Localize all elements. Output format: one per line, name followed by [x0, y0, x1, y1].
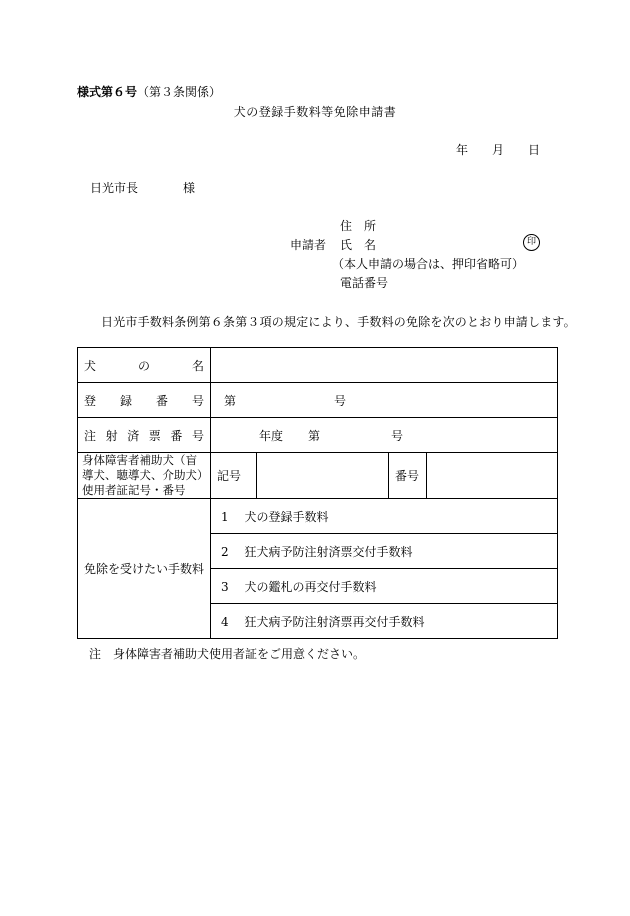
- address-label: 住 所: [340, 219, 377, 233]
- label-char: 票: [148, 428, 161, 443]
- exemption-text: 狂犬病予防注射済票交付手数料: [244, 544, 413, 559]
- exemption-row: [78, 499, 558, 534]
- exemption-text: 狂犬病予防注射済票再交付手数料: [244, 614, 425, 629]
- date-year[interactable]: 年: [456, 143, 469, 157]
- registration-dai: 第: [224, 394, 237, 408]
- exemption-label: 免除を受けたい手数料: [78, 499, 211, 639]
- exemption-num: 2: [221, 544, 229, 559]
- certificate-go: 号: [391, 429, 404, 443]
- certificate-label: [78, 418, 211, 453]
- form-number: [77, 83, 221, 100]
- certificate-number-field[interactable]: [211, 418, 558, 453]
- assistance-dog-label: 身体障害者補助犬（盲導犬、聴導犬、介助犬）使用者証記号・番号: [78, 453, 211, 499]
- phone-label: 電話番号: [340, 276, 389, 290]
- dog-name-field[interactable]: [211, 348, 558, 383]
- registration-go: 号: [334, 394, 347, 408]
- label-char: 号: [191, 428, 204, 443]
- assistance-dog-row: [78, 453, 558, 499]
- registration-number-field[interactable]: [211, 383, 558, 418]
- label-char: 録: [119, 393, 132, 408]
- label-char: の: [137, 358, 150, 373]
- application-statement: 日光市手数料条例第６条第３項の規定により、手数料の免除を次のとおり申請します。: [101, 315, 576, 329]
- date-month[interactable]: 月: [492, 143, 505, 157]
- bango-label: 番号: [389, 453, 427, 499]
- exemption-option-3[interactable]: [211, 569, 558, 604]
- label-char: 射: [105, 428, 118, 443]
- kigo-field[interactable]: [257, 453, 389, 499]
- exemption-option-2[interactable]: [211, 534, 558, 569]
- label-char: 犬: [84, 358, 97, 373]
- form-number-ref: （第３条関係）: [137, 85, 222, 99]
- footnote: 注 身体障害者補助犬使用者証をご用意ください。: [89, 647, 366, 661]
- bango-field[interactable]: [427, 453, 558, 499]
- registration-label: [78, 383, 211, 418]
- name-label: 氏 名: [340, 238, 377, 252]
- addressee-honorific: 様: [183, 181, 196, 195]
- label-char: 注: [84, 428, 97, 443]
- applicant-role-label: 申請者: [290, 238, 327, 252]
- label-char: 済: [127, 428, 140, 443]
- application-table: [77, 347, 558, 639]
- seal-omission-note: （本人申請の場合は、押印省略可）: [332, 257, 525, 271]
- exemption-num: 4: [221, 614, 229, 629]
- kigo-label: 記号: [211, 453, 257, 499]
- certificate-dai: 第: [308, 429, 321, 443]
- exemption-num: 3: [221, 579, 229, 594]
- certificate-row: [78, 418, 558, 453]
- exemption-text: 犬の登録手数料: [244, 509, 329, 524]
- date-day[interactable]: 日: [528, 143, 541, 157]
- exemption-option-4[interactable]: [211, 604, 558, 639]
- label-char: 登: [84, 393, 97, 408]
- dog-name-row: [78, 348, 558, 383]
- dog-name-label: [78, 348, 211, 383]
- addressee-name: 日光市長: [90, 181, 139, 195]
- registration-row: [78, 383, 558, 418]
- certificate-nendo: 年度: [259, 429, 284, 443]
- label-char: 番: [170, 428, 183, 443]
- form-number-bold: 様式第６号: [77, 85, 138, 99]
- seal-mark: 印: [523, 234, 540, 251]
- exemption-text: 犬の鑑札の再交付手数料: [244, 579, 377, 594]
- exemption-num: 1: [221, 509, 229, 524]
- exemption-option-1[interactable]: [211, 499, 558, 534]
- page-title: 犬の登録手数料等免除申請書: [233, 105, 397, 119]
- label-char: 番: [155, 393, 168, 408]
- label-char: 号: [191, 393, 204, 408]
- label-char: 名: [191, 358, 204, 373]
